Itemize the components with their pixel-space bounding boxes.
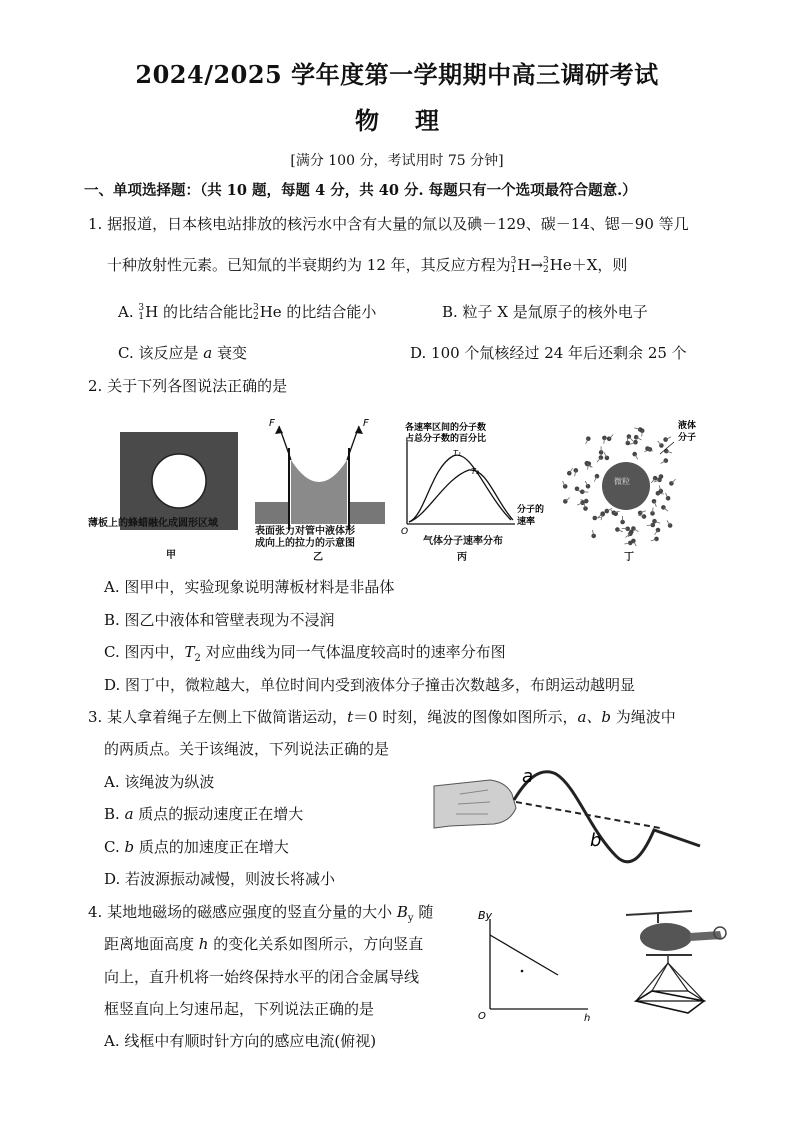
h-mass-number: 3 — [138, 303, 145, 313]
q1-option-c — [118, 343, 247, 363]
figure-helicopter — [622, 905, 732, 1023]
q2-stem: 2. 关于下列各图说法正确的是 — [88, 377, 288, 395]
q4-stem-line2 — [104, 934, 423, 954]
q4-stem-line3: 向上，直升机将一始终保持水平的闭合金属导线 — [104, 968, 420, 986]
q3-option-c — [104, 837, 289, 857]
chart-origin: O — [401, 527, 409, 537]
q4-stem-line2-b: 的变化关系如图所示，方向竖直 — [208, 935, 424, 953]
exam-info: [满分 100 分，考试用时 75 分钟] — [290, 153, 504, 169]
q1-option-a-end: He 的比结合能小 — [259, 303, 377, 321]
q1-option-c-prefix: C. 该反应是 — [118, 344, 204, 362]
q4-option-a: A. 线框中有顺时针方向的感应电流(俯视) — [104, 1032, 377, 1050]
liquid-molecule — [567, 471, 572, 476]
liquid-molecule — [605, 509, 610, 514]
q3-option-b-end: 质点的振动速度正在增大 — [133, 805, 304, 823]
q4-stem-line4: 框竖直向上匀速吊起，下列说法正确的是 — [104, 1000, 375, 1018]
h-charge-number: 1 — [510, 265, 517, 275]
q2-option-c-end: 对应曲线为同一气体温度较高时的速率分布图 — [200, 643, 506, 661]
liquid-in-tube — [291, 460, 347, 524]
q3-option-c-var: b — [124, 838, 135, 856]
q3-option-c-end: 质点的加速度正在增大 — [134, 838, 289, 856]
by-graph-svg — [470, 905, 600, 1025]
q4-stem-line1 — [88, 902, 433, 929]
suspended-particle — [602, 462, 650, 510]
figure-yi — [255, 408, 385, 568]
q4-stem-B: B — [396, 903, 408, 921]
q4-stem-line2-a: 距离地面高度 — [104, 935, 199, 953]
q3-stem-c: 为绳波中 — [611, 708, 676, 726]
he-mass-number: 3 — [252, 303, 259, 313]
q4-stem-b: 随 — [413, 903, 434, 921]
q2-option-d: D. 图丁中，微粒越大，单位时间内受到液体分子撞击次数越多，布朗运动越明显 — [104, 676, 636, 694]
q3-stem-line2: 的两质点。关于该绳波，下列说法正确的是 — [104, 740, 390, 758]
rope-wave-svg — [430, 760, 720, 875]
liquid-molecule — [663, 437, 668, 442]
subject-title: 物理 — [355, 106, 475, 135]
figure-jia-svg — [86, 408, 256, 568]
helicopter-tail-icon — [690, 931, 722, 941]
q1-option-c-var: a — [203, 344, 213, 362]
q2-option-b: B. 图乙中液体和管壁表现为不浸润 — [104, 611, 335, 629]
figure-bing-caption: 气体分子速率分布 — [423, 536, 503, 547]
chart-xlabel-2: 速率 — [517, 517, 536, 527]
liquid-molecule — [652, 499, 657, 504]
q3-option-d: D. 若波源振动减慢，则波长将减小 — [104, 870, 336, 888]
q1-stem-text: 十种放射性元素。已知氚的半衰期约为 12 年，其反应方程为 — [107, 256, 511, 274]
figure-bing-label: 丙 — [457, 552, 467, 563]
q2-option-c-sub: 2 — [194, 653, 201, 664]
liquid-molecule — [612, 511, 617, 516]
h-charge-number: 1 — [138, 312, 145, 322]
h-mass-number: 3 — [510, 256, 517, 266]
chart-xlabel-1: 分子的 — [517, 505, 545, 515]
graph-xlabel: h — [584, 1013, 591, 1024]
q1-opta-h-sup — [138, 304, 144, 322]
liquid-molecule — [632, 452, 637, 457]
liquid-label-2: 分子 — [678, 433, 697, 443]
q1-opta-he-sup — [253, 304, 259, 322]
liquid-label-1: 液体 — [678, 421, 697, 431]
q1-option-c-end: 衰变 — [212, 344, 247, 362]
q1-stem-line2 — [107, 255, 627, 275]
q3-stem-vars: a、b — [577, 708, 611, 726]
q3-stem-t: t — [347, 708, 354, 726]
figure-jia-caption: 薄板上的蜂蜡融化成圆形区域 — [88, 518, 218, 529]
figure-yi-caption-1: 表面张力对管中液体形 — [255, 526, 355, 537]
q4-stem-sub: y — [407, 913, 414, 924]
q3-stem-b: ＝0 时刻，绳波的图像如图所示， — [353, 708, 578, 726]
molecule-velocity — [642, 431, 643, 437]
liquid-molecule — [563, 484, 568, 489]
liquid-molecule — [600, 512, 605, 517]
series-label-T1: T₁ — [453, 449, 462, 458]
q3-option-a: A. 该绳波为纵波 — [104, 773, 215, 791]
figure-bing — [395, 408, 555, 568]
force-arrowhead-left — [275, 426, 283, 434]
q3-option-b-prefix: B. — [104, 805, 125, 823]
q1-option-d: D. 100 个氚核经过 24 年后还剩余 25 个 — [410, 344, 687, 362]
q2-option-c-T: T — [184, 643, 195, 661]
q1-option-b: B. 粒子 X 是氚原子的核外电子 — [442, 303, 648, 321]
q1-option-a-prefix: A. — [118, 303, 139, 321]
chart-title-line2: 占总分子数的百分比 — [405, 434, 487, 444]
q3-option-c-prefix: C. — [104, 838, 125, 856]
graph-dot — [521, 970, 524, 973]
q3-option-b-var: a — [124, 805, 134, 823]
helicopter-svg — [622, 905, 732, 1023]
q1-stem-line1: 1. 据报道，日本核电站排放的核污水中含有大量的氚以及碘－129、碳－14、锶－90 等几 — [88, 215, 689, 233]
sling-4 — [668, 963, 688, 991]
sling-3 — [652, 963, 668, 991]
liquid-molecule — [584, 499, 589, 504]
he-charge-number: 2 — [543, 265, 549, 275]
helicopter-body-icon — [640, 923, 692, 951]
q1-eq-end: He＋X，则 — [549, 256, 628, 274]
brownian-motion-figure — [560, 408, 710, 568]
chart-title-line1: 各速率区间的分子数 — [405, 423, 487, 433]
figure-ding — [560, 408, 710, 568]
figure-by-graph — [470, 905, 600, 1025]
molecule-velocity — [647, 525, 653, 526]
figure-ding-label: 丁 — [624, 552, 634, 563]
label-a: a — [522, 766, 534, 787]
curve-T2 — [409, 470, 513, 522]
q1-he-superscripts — [543, 257, 549, 275]
graph-origin: O — [478, 1011, 486, 1022]
particle-label: 微粒 — [614, 477, 630, 486]
force-arrowhead-right — [355, 426, 363, 434]
figure-jia — [86, 408, 256, 568]
q2-option-c — [104, 642, 506, 669]
q3-option-b — [104, 804, 303, 824]
he-mass-number: 3 — [543, 256, 549, 266]
force-label-left: F — [269, 418, 275, 429]
hand-icon — [434, 780, 516, 828]
q4-stem-h: h — [198, 935, 209, 953]
q4-stem-a: 4. 某地地磁场的磁感应强度的竖直分量的大小 — [88, 903, 397, 921]
figure-rope-wave — [430, 760, 720, 875]
label-b: b — [590, 830, 602, 851]
by-line — [490, 935, 558, 975]
force-label-right: F — [363, 418, 369, 429]
q1-eq-mid: H→ — [517, 256, 544, 274]
figure-jia-label: 甲 — [166, 550, 176, 561]
sling-1 — [636, 963, 668, 1001]
q2-option-a: A. 图甲中，实验现象说明薄板材料是非晶体 — [104, 578, 395, 596]
rope-wave-curve — [514, 772, 700, 862]
q1-option-a — [118, 302, 376, 322]
figure-yi-label: 乙 — [313, 552, 323, 563]
liquid-molecule — [638, 427, 643, 432]
liquid-right — [349, 502, 385, 524]
q3-stem-line1 — [88, 707, 676, 727]
section-heading: 一、单项选择题：（共 10 题，每题 4 分，共 40 分. 每题只有一个选项最符合题意.） — [84, 182, 637, 199]
liquid-left — [255, 502, 289, 524]
q1-h-superscripts — [511, 257, 517, 275]
figure-yi-caption-2: 成向上的拉力的示意图 — [255, 538, 355, 549]
equilibrium-line — [516, 802, 660, 828]
he-charge-number: 2 — [252, 312, 259, 322]
graph-ylabel: By — [478, 909, 493, 922]
series-label-T2: T₂ — [471, 467, 480, 476]
q2-option-c-prefix: C. 图丙中， — [104, 643, 185, 661]
melted-wax-circle — [152, 454, 206, 508]
liquid-molecule — [605, 456, 610, 461]
q3-stem-a: 3. 某人拿着绳子左侧上下做简谐运动， — [88, 708, 348, 726]
exam-title: 2024/2025 学年度第一学期期中高三调研考试 — [135, 60, 659, 89]
curve-T1 — [409, 455, 511, 522]
q1-option-a-mid: H 的比结合能比 — [145, 303, 253, 321]
